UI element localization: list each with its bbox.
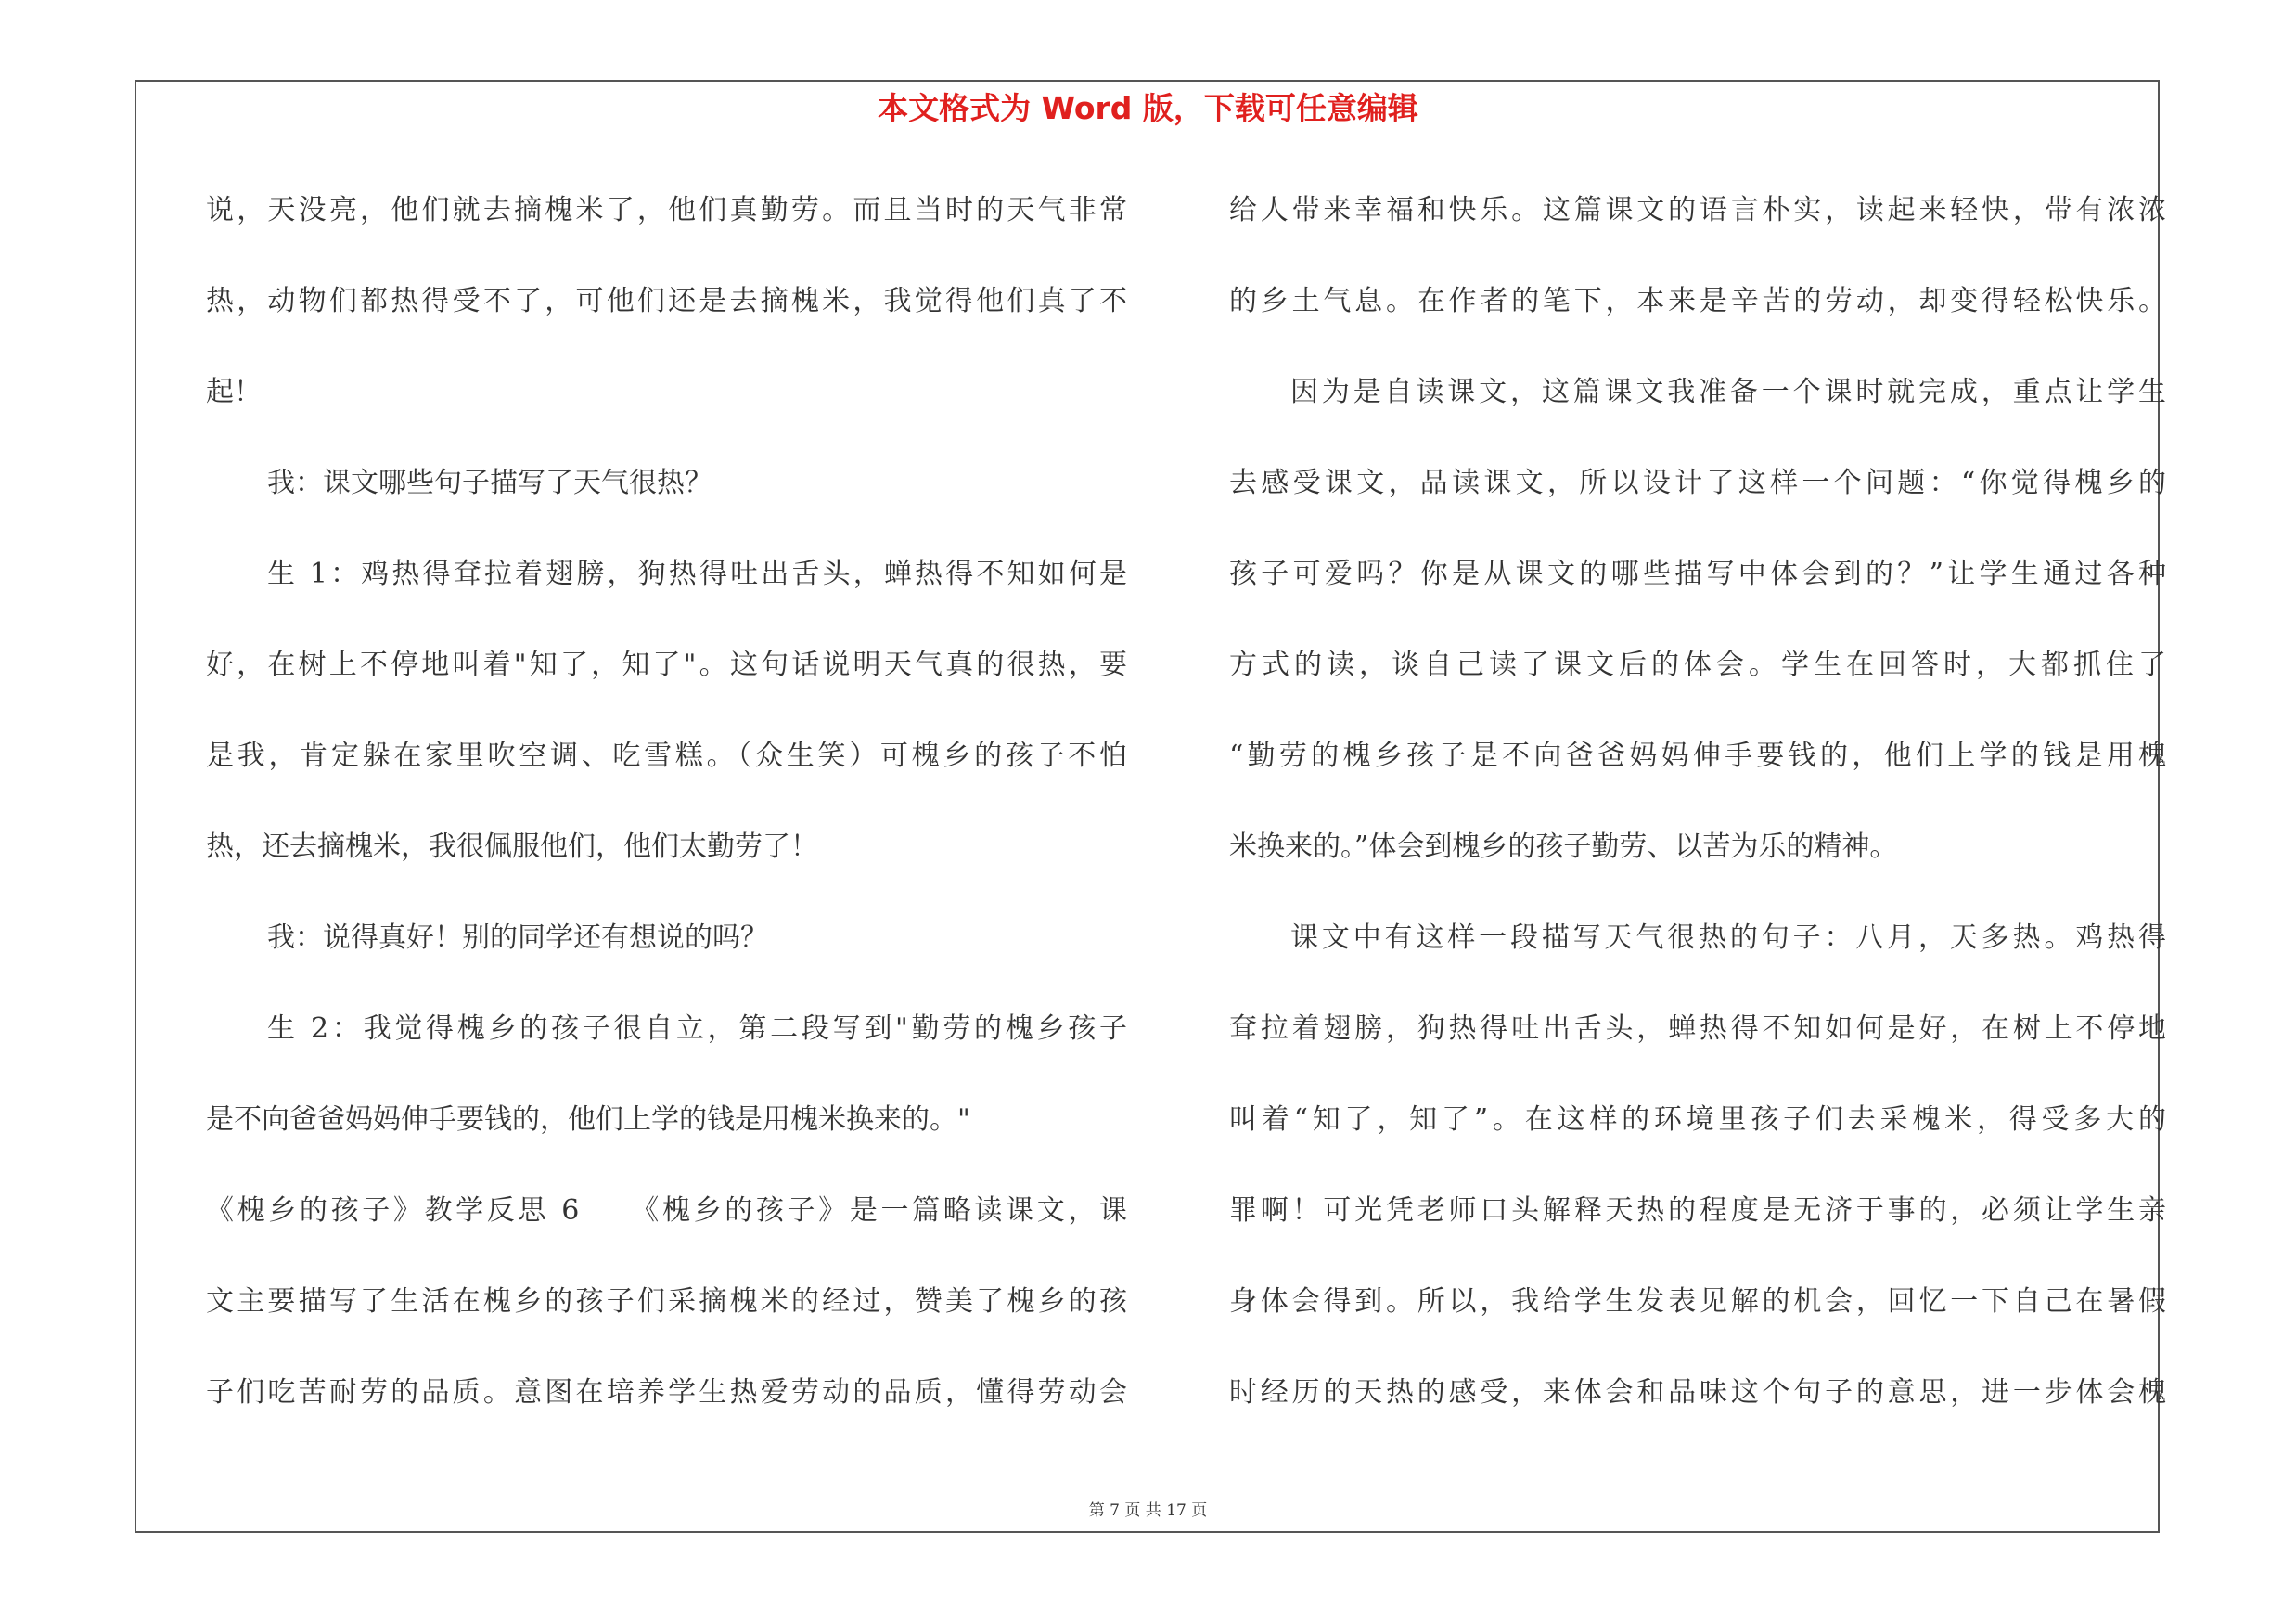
text-line: 孩子可爱吗？你是从课文的哪些描写中体会到的？”让学生通过各种 xyxy=(1229,558,2166,590)
text-line: 我：说得真好！别的同学还有想说的吗？ xyxy=(267,921,768,954)
text-line: 因为是自读课文，这篇课文我准备一个课时就完成，重点让学生 xyxy=(1290,376,2166,408)
text-line: 课文中有这样一段描写天气很热的句子：八月，天多热。鸡热得 xyxy=(1290,921,2166,954)
text-line: 文主要描写了生活在槐乡的孩子们采摘槐米的经过，赞美了槐乡的孩 xyxy=(206,1285,1127,1318)
text-line: 说，天没亮，他们就去摘槐米了，他们真勤劳。而且当时的天气非常 xyxy=(206,194,1127,226)
text-line: 罪啊！可光凭老师口头解释天热的程度是无济于事的，必须让学生亲 xyxy=(1229,1194,2166,1227)
text-line: 是我，肯定躲在家里吹空调、吃雪糕。（众生笑）可槐乡的孩子不怕 xyxy=(206,740,1127,772)
text-line: 给人带来幸福和快乐。这篇课文的语言朴实，读起来轻快，带有浓浓 xyxy=(1229,194,2166,226)
text-line: 生 1：鸡热得耷拉着翅膀，狗热得吐出舌头，蝉热得不知如何是 xyxy=(267,558,1127,590)
text-line: 生 2：我觉得槐乡的孩子很自立，第二段写到"勤劳的槐乡孩子 xyxy=(267,1012,1127,1045)
text-line: 热，还去摘槐米，我很佩服他们，他们太勤劳了！ xyxy=(206,831,818,863)
text-line: 米换来的。”体会到槐乡的孩子勤劳、以苦为乐的精神。 xyxy=(1229,831,1898,863)
page-number: 第 7 页 共 17 页 xyxy=(1088,1501,1208,1520)
text-line: 我：课文哪些句子描写了天气很热？ xyxy=(267,467,712,499)
text-line: 方式的读，谈自己读了课文后的体会。学生在回答时，大都抓住了 xyxy=(1229,649,2166,681)
text-line: 起！ xyxy=(206,376,262,408)
text-line: 时经历的天热的感受，来体会和品味这个句子的意思，进一步体会槐 xyxy=(1229,1376,2166,1409)
text-line: 《槐乡的孩子》教学反思 6 《槐乡的孩子》是一篇略读课文，课 xyxy=(206,1194,1127,1227)
text-line: 好，在树上不停地叫着"知了，知了"。这句话说明天气真的很热，要 xyxy=(206,649,1127,681)
text-line: 叫着“知了，知了”。在这样的环境里孩子们去采槐米，得受多大的 xyxy=(1229,1103,2166,1136)
text-line: 身体会得到。所以，我给学生发表见解的机会，回忆一下自己在暑假 xyxy=(1229,1285,2166,1318)
left-column xyxy=(206,186,1127,1459)
text-line: 去感受课文，品读课文，所以设计了这样一个问题：“你觉得槐乡的 xyxy=(1229,467,2166,499)
header-title: 本文格式为 Word 版，下载可任意编辑 xyxy=(878,90,1418,126)
right-column xyxy=(1229,186,2166,1459)
text-line: 耷拉着翅膀，狗热得吐出舌头，蝉热得不知如何是好，在树上不停地 xyxy=(1229,1012,2166,1045)
text-line: 子们吃苦耐劳的品质。意图在培养学生热爱劳动的品质，懂得劳动会 xyxy=(206,1376,1127,1409)
text-line: 的乡土气息。在作者的笔下，本来是辛苦的劳动，却变得轻松快乐。 xyxy=(1229,285,2166,317)
text-line: 热，动物们都热得受不了，可他们还是去摘槐米，我觉得他们真了不 xyxy=(206,285,1127,317)
text-line: 是不向爸爸妈妈伸手要钱的，他们上学的钱是用槐米换来的。" xyxy=(206,1103,970,1136)
text-line: “勤劳的槐乡孩子是不向爸爸妈妈伸手要钱的，他们上学的钱是用槐 xyxy=(1229,740,2166,772)
